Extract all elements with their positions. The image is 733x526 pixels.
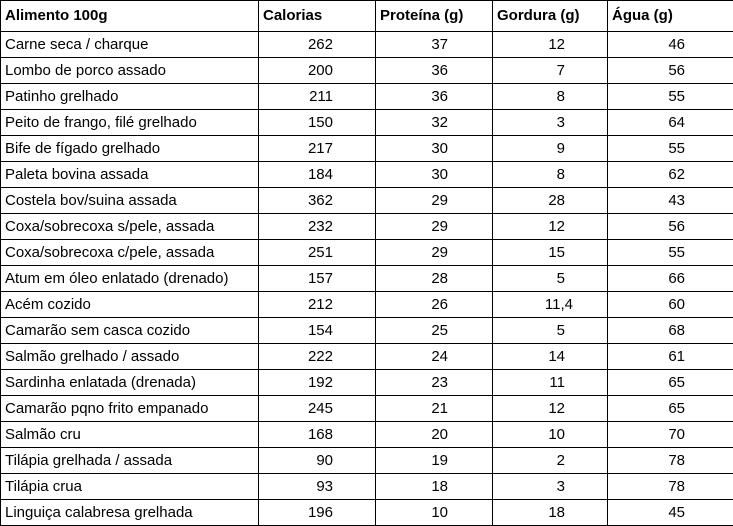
cell-fat: 14: [493, 344, 608, 370]
cell-fat: 11: [493, 370, 608, 396]
cell-protein: 21: [376, 396, 493, 422]
cell-calories: 362: [259, 188, 376, 214]
cell-protein: 28: [376, 266, 493, 292]
cell-fat: 11,4: [493, 292, 608, 318]
cell-calories: 192: [259, 370, 376, 396]
cell-fat: 5: [493, 266, 608, 292]
table-row: [1, 32, 733, 58]
cell-fat: 12: [493, 32, 608, 58]
cell-fat: 3: [493, 474, 608, 500]
cell-water: 64: [608, 110, 733, 136]
cell-food: Peito de frango, filé grelhado: [1, 110, 259, 136]
table-row: [1, 188, 733, 214]
table-header: [1, 1, 733, 32]
table-row: [1, 500, 733, 526]
cell-protein: 19: [376, 448, 493, 474]
cell-calories: 262: [259, 32, 376, 58]
header-calories: Calorias: [259, 1, 376, 32]
cell-protein: 32: [376, 110, 493, 136]
cell-calories: 168: [259, 422, 376, 448]
cell-food: Carne seca / charque: [1, 32, 259, 58]
cell-fat: 7: [493, 58, 608, 84]
cell-protein: 29: [376, 214, 493, 240]
table-row: [1, 136, 733, 162]
table-row: [1, 344, 733, 370]
cell-calories: 211: [259, 84, 376, 110]
table-row: [1, 422, 733, 448]
header-protein: Proteína (g): [376, 1, 493, 32]
cell-food: Bife de fígado grelhado: [1, 136, 259, 162]
cell-fat: 9: [493, 136, 608, 162]
cell-calories: 200: [259, 58, 376, 84]
cell-water: 55: [608, 240, 733, 266]
cell-calories: 251: [259, 240, 376, 266]
cell-water: 78: [608, 448, 733, 474]
cell-protein: 29: [376, 188, 493, 214]
cell-food: Costela bov/suina assada: [1, 188, 259, 214]
cell-water: 45: [608, 500, 733, 526]
cell-fat: 10: [493, 422, 608, 448]
cell-fat: 12: [493, 396, 608, 422]
cell-calories: 150: [259, 110, 376, 136]
cell-food: Linguiça calabresa grelhada: [1, 500, 259, 526]
cell-water: 55: [608, 136, 733, 162]
table-row: [1, 396, 733, 422]
cell-water: 78: [608, 474, 733, 500]
cell-water: 43: [608, 188, 733, 214]
cell-water: 61: [608, 344, 733, 370]
cell-food: Salmão grelhado / assado: [1, 344, 259, 370]
table-row: [1, 318, 733, 344]
table-body: [1, 32, 733, 526]
cell-food: Camarão sem casca cozido: [1, 318, 259, 344]
cell-fat: 18: [493, 500, 608, 526]
cell-protein: 37: [376, 32, 493, 58]
table-row: [1, 84, 733, 110]
cell-calories: 157: [259, 266, 376, 292]
cell-water: 60: [608, 292, 733, 318]
header-row: [1, 1, 733, 32]
cell-protein: 30: [376, 136, 493, 162]
cell-protein: 29: [376, 240, 493, 266]
cell-water: 56: [608, 58, 733, 84]
cell-water: 68: [608, 318, 733, 344]
cell-protein: 30: [376, 162, 493, 188]
cell-water: 70: [608, 422, 733, 448]
table-row: [1, 162, 733, 188]
cell-water: 55: [608, 84, 733, 110]
cell-food: Tilápia grelhada / assada: [1, 448, 259, 474]
table-row: [1, 110, 733, 136]
cell-protein: 18: [376, 474, 493, 500]
cell-food: Atum em óleo enlatado (drenado): [1, 266, 259, 292]
cell-food: Salmão cru: [1, 422, 259, 448]
table-row: [1, 292, 733, 318]
cell-protein: 24: [376, 344, 493, 370]
cell-calories: 212: [259, 292, 376, 318]
cell-protein: 23: [376, 370, 493, 396]
table-row: [1, 240, 733, 266]
cell-calories: 222: [259, 344, 376, 370]
cell-water: 56: [608, 214, 733, 240]
cell-protein: 36: [376, 84, 493, 110]
table-row: [1, 370, 733, 396]
cell-food: Tilápia crua: [1, 474, 259, 500]
table-row: [1, 448, 733, 474]
table-row: [1, 58, 733, 84]
cell-calories: 184: [259, 162, 376, 188]
cell-fat: 3: [493, 110, 608, 136]
cell-water: 62: [608, 162, 733, 188]
cell-fat: 5: [493, 318, 608, 344]
header-food: Alimento 100g: [1, 1, 259, 32]
cell-fat: 15: [493, 240, 608, 266]
header-water: Água (g): [608, 1, 733, 32]
cell-fat: 8: [493, 84, 608, 110]
cell-food: Coxa/sobrecoxa s/pele, assada: [1, 214, 259, 240]
cell-calories: 90: [259, 448, 376, 474]
cell-food: Lombo de porco assado: [1, 58, 259, 84]
cell-water: 46: [608, 32, 733, 58]
table-row: [1, 214, 733, 240]
cell-calories: 217: [259, 136, 376, 162]
cell-protein: 20: [376, 422, 493, 448]
cell-food: Patinho grelhado: [1, 84, 259, 110]
cell-food: Coxa/sobrecoxa c/pele, assada: [1, 240, 259, 266]
cell-calories: 196: [259, 500, 376, 526]
cell-calories: 154: [259, 318, 376, 344]
cell-fat: 2: [493, 448, 608, 474]
cell-water: 65: [608, 370, 733, 396]
cell-water: 65: [608, 396, 733, 422]
cell-food: Paleta bovina assada: [1, 162, 259, 188]
cell-water: 66: [608, 266, 733, 292]
cell-fat: 12: [493, 214, 608, 240]
cell-calories: 232: [259, 214, 376, 240]
table-row: [1, 474, 733, 500]
cell-fat: 8: [493, 162, 608, 188]
cell-protein: 25: [376, 318, 493, 344]
cell-protein: 10: [376, 500, 493, 526]
cell-protein: 26: [376, 292, 493, 318]
cell-food: Camarão pqno frito empanado: [1, 396, 259, 422]
header-fat: Gordura (g): [493, 1, 608, 32]
table-row: [1, 266, 733, 292]
cell-food: Acém cozido: [1, 292, 259, 318]
cell-calories: 245: [259, 396, 376, 422]
cell-fat: 28: [493, 188, 608, 214]
cell-protein: 36: [376, 58, 493, 84]
cell-food: Sardinha enlatada (drenada): [1, 370, 259, 396]
cell-calories: 93: [259, 474, 376, 500]
